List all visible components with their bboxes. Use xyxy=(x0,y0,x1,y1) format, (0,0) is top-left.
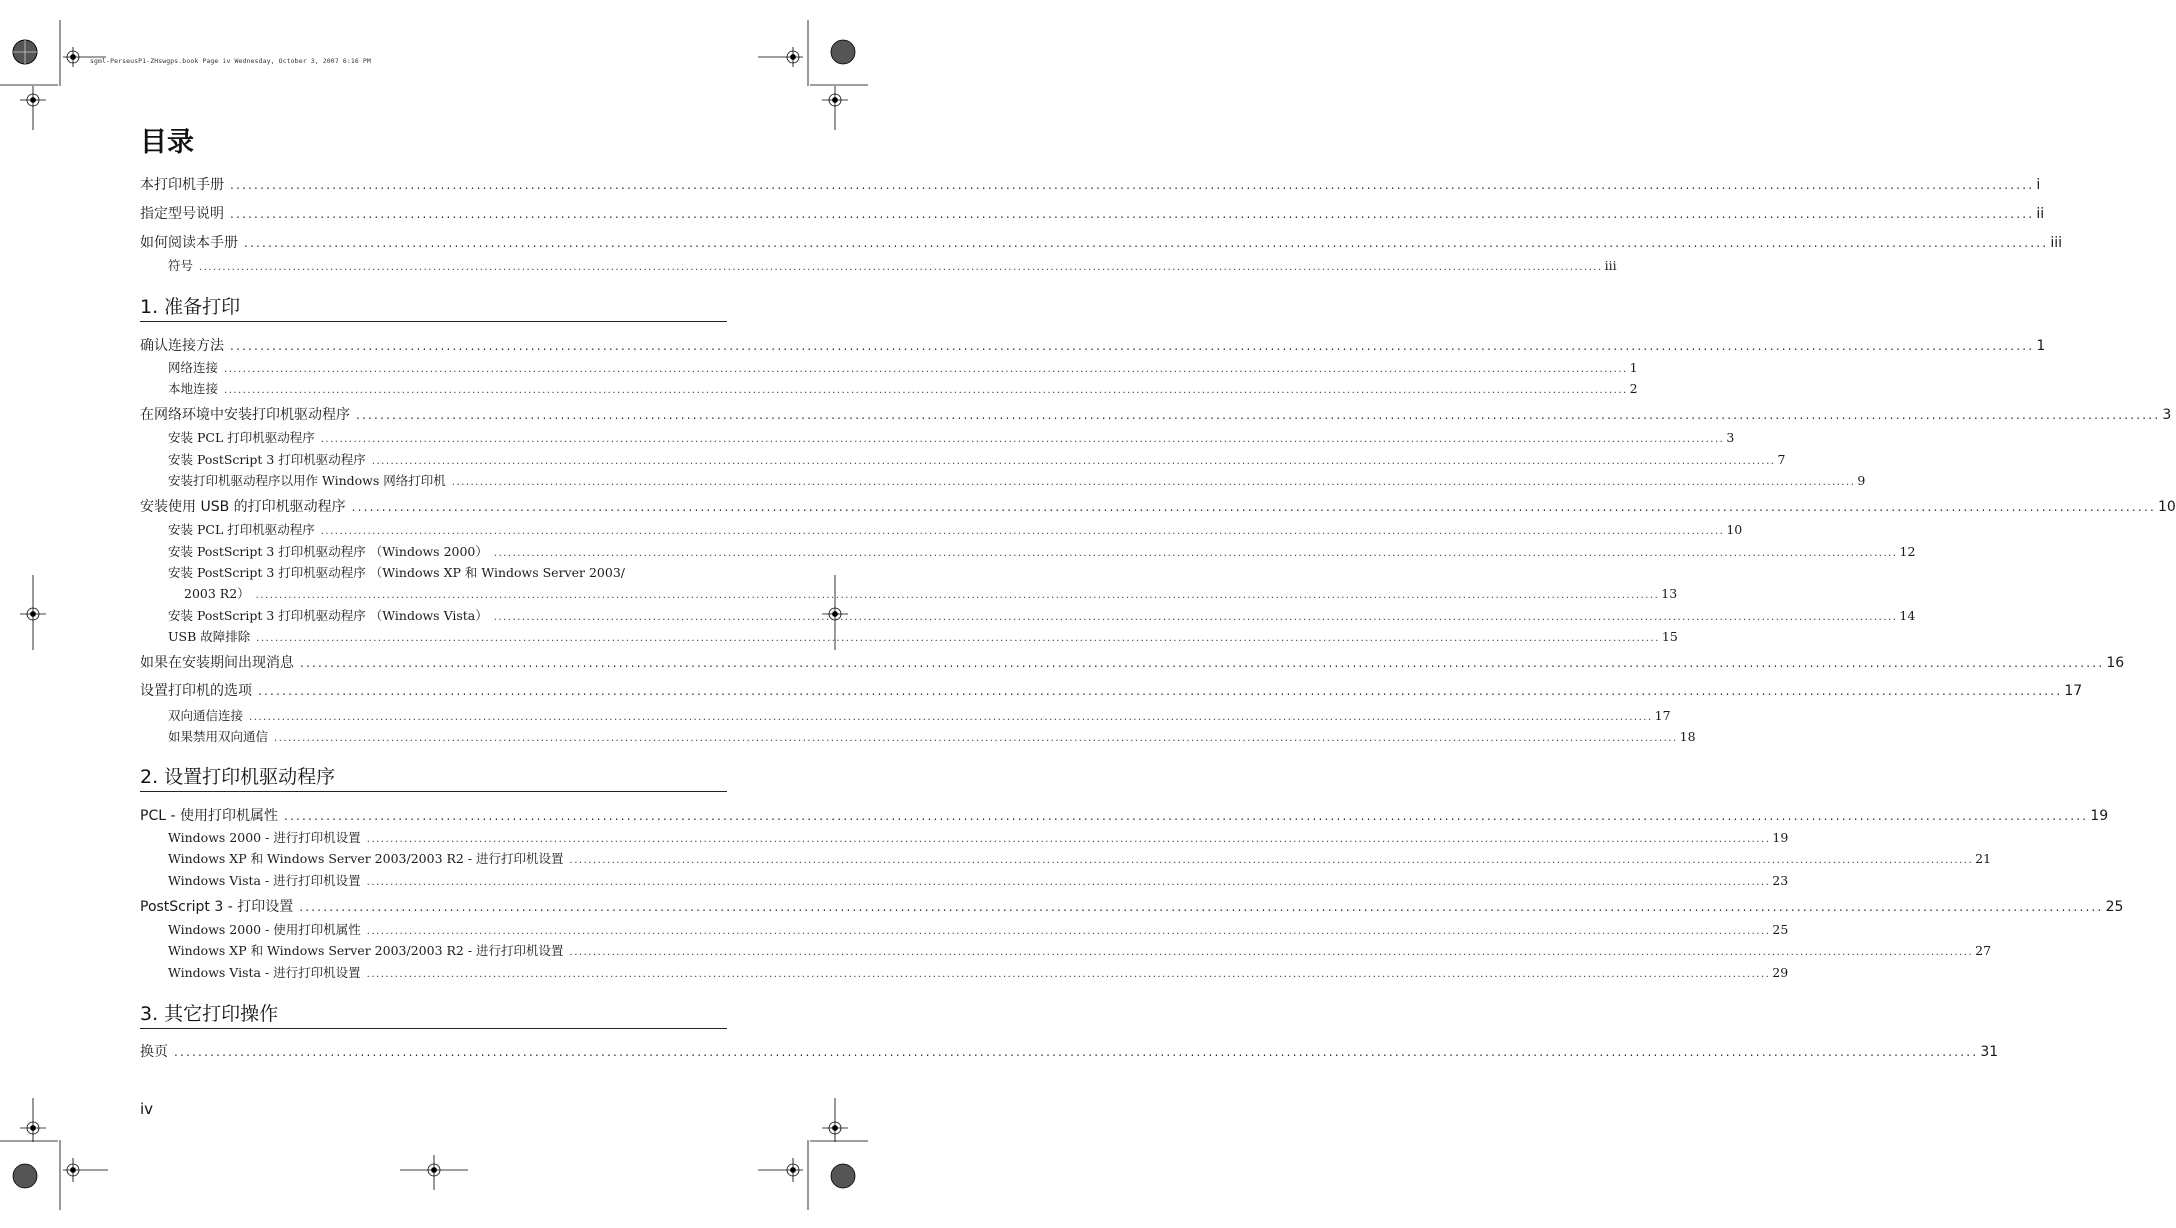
toc-entry[interactable] xyxy=(140,175,2041,195)
toc-entry-title: 如何阅读本手册 xyxy=(140,235,238,251)
toc-entry[interactable] xyxy=(140,233,2063,253)
leader-dots: ............................................................................................................................................................................................................................................................................................................ xyxy=(224,385,1628,396)
toc-subentry-page: 12 xyxy=(1899,544,1916,559)
leader-dots: ............................................................................................................................................................................................................................................................................................................ xyxy=(371,456,1776,467)
leader-dots: ............................................................................................................................................................................................................................................................................................................ xyxy=(366,834,1771,845)
toc-subentry-title-cont: 2003 R2） xyxy=(184,586,250,601)
toc-subentry[interactable] xyxy=(168,520,1743,539)
leader-dots: ............................................................................................................................................................................................................................................................................................................ xyxy=(366,877,1771,888)
toc-subentry-page: 23 xyxy=(1772,873,1789,888)
toc-entry-title: PostScript 3 - 打印设置 xyxy=(140,899,294,915)
toc-subentry-title: 安装 PostScript 3 打印机驱动程序 （Windows Vista） xyxy=(168,608,488,623)
toc-subentry-title: 安装 PCL 打印机驱动程序 xyxy=(168,522,315,537)
toc-subentry[interactable] xyxy=(168,920,1789,939)
toc-subentry-page: 2 xyxy=(1629,381,1638,396)
toc-entry-title: 设置打印机的选项 xyxy=(140,683,252,699)
leader-dots: ............................................................................................................................................................................................................................................................................................................ xyxy=(199,262,1603,273)
leader-dots: ............................................................................................................................................................................................................................................................................................................ xyxy=(493,548,1898,559)
toc-subentry-page: 14 xyxy=(1899,608,1916,623)
toc-subentry[interactable] xyxy=(168,963,1789,982)
toc-entry[interactable] xyxy=(140,405,2172,425)
toc-subentry-title: Windows Vista - 进行打印机设置 xyxy=(168,873,361,888)
toc-subentry[interactable] xyxy=(168,428,1735,447)
toc-subentry-line2[interactable] xyxy=(184,584,1678,603)
toc-subentry-page: 7 xyxy=(1777,452,1786,467)
toc-subentry[interactable] xyxy=(168,606,1916,625)
toc-entry[interactable] xyxy=(140,806,2109,826)
toc-subentry-page: 9 xyxy=(1857,473,1866,488)
toc-entry-title: 确认连接方法 xyxy=(140,338,224,354)
leader-dots: ............................................................................................................................................................................................................................................................................................................ xyxy=(366,969,1771,980)
toc-subentry-title: Windows 2000 - 使用打印机属性 xyxy=(168,922,361,937)
toc-subentry-title: 安装 PostScript 3 打印机驱动程序 xyxy=(168,452,366,467)
toc-entry[interactable] xyxy=(140,897,2124,917)
toc-entry-page: iii xyxy=(2050,235,2063,251)
toc-subentry[interactable] xyxy=(168,358,1638,377)
leader-dots: ............................................................................................................................................................................................................................................................................................................ xyxy=(224,364,1628,375)
toc-entry-title: 安装使用 USB 的打印机驱动程序 xyxy=(140,499,346,515)
toc-subentry[interactable] xyxy=(168,627,1678,646)
leader-dots: ............................................................................................................................................................................................................................................................................................................ xyxy=(274,733,1678,744)
toc-subentry-page: 3 xyxy=(1726,430,1735,445)
toc-entry-page: 19 xyxy=(2090,808,2109,824)
toc-entry-title: 在网络环境中安装打印机驱动程序 xyxy=(140,407,350,423)
toc-entry-page: 16 xyxy=(2106,655,2125,671)
leader-dots: ............................................................................................................................................................................................................................................................................................................ xyxy=(230,339,2035,353)
toc-subentry[interactable] xyxy=(168,471,1866,490)
leader-dots: ............................................................................................................................................................................................................................................................................................................ xyxy=(366,926,1771,937)
toc-subentry[interactable] xyxy=(168,542,1916,561)
leader-dots: ............................................................................................................................................................................................................................................................................................................ xyxy=(249,712,1653,723)
toc-subentry[interactable] xyxy=(168,256,1617,275)
chapter-heading: 1. 准备打印 xyxy=(140,294,727,322)
toc-subentry-page: 27 xyxy=(1975,943,1992,958)
toc-subentry-title: Windows XP 和 Windows Server 2003/2003 R2 - 进行打印机设置 xyxy=(168,851,564,866)
leader-dots: ............................................................................................................................................................................................................................................................................................................ xyxy=(569,855,1974,866)
leader-dots: ............................................................................................................................................................................................................................................................................................................ xyxy=(569,947,1974,958)
toc-subentry-title: 安装 PCL 打印机驱动程序 xyxy=(168,430,315,445)
leader-dots: ............................................................................................................................................................................................................................................................................................................ xyxy=(356,408,2161,422)
toc-subentry-page: 10 xyxy=(1726,522,1743,537)
toc-subentry-title: Windows XP 和 Windows Server 2003/2003 R2 - 进行打印机设置 xyxy=(168,943,564,958)
toc-entry-page: ii xyxy=(2036,206,2045,222)
toc-subentry-page: 13 xyxy=(1661,586,1678,601)
chapter-heading: 3. 其它打印操作 xyxy=(140,1001,727,1029)
toc-subentry[interactable] xyxy=(168,871,1789,890)
leader-dots: ............................................................................................................................................................................................................................................................................................................ xyxy=(230,178,2035,192)
leader-dots: ............................................................................................................................................................................................................................................................................................................ xyxy=(230,207,2035,221)
toc-subentry-title: 网络连接 xyxy=(168,360,219,375)
toc-subentry-page: 15 xyxy=(1661,629,1678,644)
leader-dots: ............................................................................................................................................................................................................................................................................................................ xyxy=(255,590,1660,601)
toc-subentry-title: Windows 2000 - 进行打印机设置 xyxy=(168,830,361,845)
toc-entry-page: 17 xyxy=(2064,683,2083,699)
toc-entry-page: i xyxy=(2036,177,2041,193)
toc-subentry[interactable] xyxy=(168,849,1992,868)
toc-subentry-title: USB 故障排除 xyxy=(168,629,251,644)
toc-subentry-page: 1 xyxy=(1629,360,1638,375)
toc-subentry-title: 安装 PostScript 3 打印机驱动程序 （Windows XP 和 Windows Server 2003/ xyxy=(168,565,625,580)
toc-subentry-title: 本地连接 xyxy=(168,381,219,396)
toc-subentry[interactable] xyxy=(168,450,1786,469)
toc-subentry[interactable] xyxy=(168,379,1638,398)
toc-subentry-page: 19 xyxy=(1772,830,1789,845)
leader-dots: ............................................................................................................................................................................................................................................................................................................ xyxy=(258,684,2063,698)
toc-entry-page: 10 xyxy=(2157,499,2176,515)
toc-entry[interactable] xyxy=(140,336,2046,356)
chapter-heading: 2. 设置打印机驱动程序 xyxy=(140,764,727,792)
leader-dots: ............................................................................................................................................................................................................................................................................................................ xyxy=(244,236,2049,250)
toc-subentry-page: 21 xyxy=(1975,851,1992,866)
toc-subentry-title: 安装 PostScript 3 打印机驱动程序 （Windows 2000） xyxy=(168,544,488,559)
toc-entry[interactable] xyxy=(140,1042,1999,1062)
toc-entry-page: 1 xyxy=(2036,338,2046,354)
toc-subentry-page: 17 xyxy=(1654,708,1671,723)
toc-subentry[interactable] xyxy=(168,706,1671,725)
page-number: iv xyxy=(140,1100,154,1118)
toc-entry-title: PCL - 使用打印机属性 xyxy=(140,808,278,824)
leader-dots: ............................................................................................................................................................................................................................................................................................................ xyxy=(174,1045,1979,1059)
toc-entry[interactable] xyxy=(140,204,2045,224)
toc-entry-page: 3 xyxy=(2162,407,2172,423)
print-header-file-info: sgml-PerseusP1-ZHswgps.book Page iv Wednesday, October 3, 2007 6:16 PM xyxy=(90,57,371,65)
toc-subentry-page: 18 xyxy=(1679,729,1696,744)
toc-subentry-page: 29 xyxy=(1772,965,1789,980)
leader-dots: ............................................................................................................................................................................................................................................................................................................ xyxy=(256,633,1660,644)
toc-subentry-title: 符号 xyxy=(168,258,194,273)
toc-subentry[interactable] xyxy=(168,941,1992,960)
toc-entry-title: 换页 xyxy=(140,1044,168,1060)
toc-entry-title: 本打印机手册 xyxy=(140,177,224,193)
toc-entry-title: 如果在安装期间出现消息 xyxy=(140,655,294,671)
toc-entry[interactable] xyxy=(140,653,2125,673)
toc-subentry-title: 如果禁用双向通信 xyxy=(168,729,269,744)
leader-dots: ............................................................................................................................................................................................................................................................................................................ xyxy=(351,500,2156,514)
toc-subentry[interactable] xyxy=(168,727,1696,746)
toc-entry-page: 31 xyxy=(1980,1044,1999,1060)
toc-subentry-line1[interactable] xyxy=(168,563,727,582)
leader-dots: ............................................................................................................................................................................................................................................................................................................ xyxy=(283,809,2089,823)
leader-dots: ............................................................................................................................................................................................................................................................................................................ xyxy=(320,434,1725,445)
toc-subentry-title: 双向通信连接 xyxy=(168,708,244,723)
leader-dots: ............................................................................................................................................................................................................................................................................................................ xyxy=(299,900,2104,914)
leader-dots: ............................................................................................................................................................................................................................................................................................................ xyxy=(320,526,1725,537)
toc-subentry-page: iii xyxy=(1604,258,1617,273)
toc-subentry[interactable] xyxy=(168,828,1789,847)
toc-subentry-page: 25 xyxy=(1772,922,1789,937)
leader-dots: ............................................................................................................................................................................................................................................................................................................ xyxy=(493,612,1898,623)
toc-entry-title: 指定型号说明 xyxy=(140,206,224,222)
toc-entry-page: 25 xyxy=(2105,899,2124,915)
leader-dots: ............................................................................................................................................................................................................................................................................................................ xyxy=(300,656,2105,670)
page-title: 目录 xyxy=(140,127,194,158)
toc-entry[interactable] xyxy=(140,681,2083,701)
leader-dots: ............................................................................................................................................................................................................................................................................................................ xyxy=(451,477,1856,488)
toc-entry[interactable] xyxy=(140,497,2176,517)
toc-subentry-title: Windows Vista - 进行打印机设置 xyxy=(168,965,361,980)
toc-subentry-title: 安装打印机驱动程序以用作 Windows 网络打印机 xyxy=(168,473,446,488)
